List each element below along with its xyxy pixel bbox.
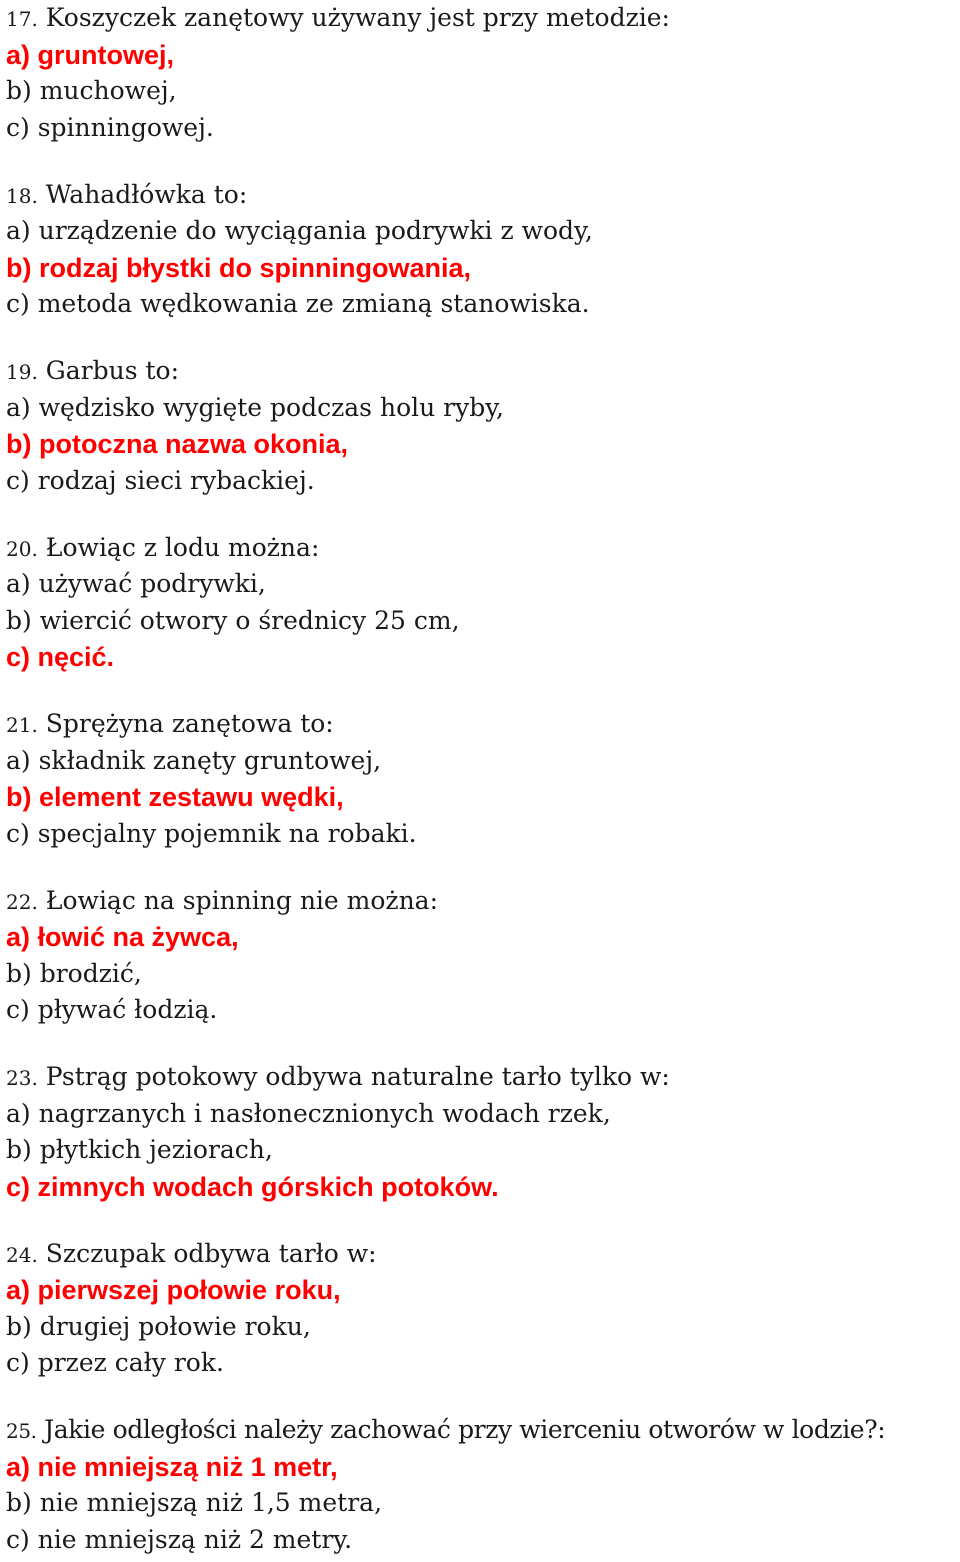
option-a: a) składnik zanęty gruntowej, <box>6 745 382 775</box>
question-number: 24. <box>6 1242 38 1267</box>
option-a-correct: a) pierwszej połowie roku, <box>6 1275 341 1305</box>
option-c: c) spinningowej. <box>6 112 214 142</box>
option-a: a) używać podrywki, <box>6 569 266 598</box>
question-line <box>6 883 956 920</box>
option-c: c) specjalny pojemnik na robaki. <box>6 818 417 848</box>
question-line <box>6 177 956 214</box>
question-number: 22. <box>6 889 38 914</box>
option-c-correct: c) nęcić. <box>6 642 115 672</box>
option-b: b) nie mniejszą niż 1,5 metra, <box>6 1488 383 1517</box>
question-line <box>6 1059 956 1096</box>
question-line <box>6 1236 956 1273</box>
question-text: Jakie odległości należy zachować przy wierceniu otworów w lodzie?: <box>44 1415 886 1444</box>
question-line <box>6 706 956 743</box>
option-a-correct: a) łowić na żywca, <box>6 922 239 952</box>
question-number: 23. <box>6 1066 38 1090</box>
option-b: b) wiercić otwory o średnicy 25 cm, <box>6 605 460 635</box>
question-number: 25. <box>6 1419 37 1443</box>
question-number: 21. <box>6 713 38 737</box>
question-21 <box>6 706 956 852</box>
question-18 <box>6 177 956 323</box>
question-20 <box>6 530 956 676</box>
question-text: Garbus to: <box>45 356 179 385</box>
question-text: Łowiąc na spinning nie można: <box>45 885 439 915</box>
option-c: c) metoda wędkowania ze zmianą stanowiska. <box>6 289 590 318</box>
option-b-correct: b) element zestawu wędki, <box>6 782 344 812</box>
question-25 <box>6 1412 956 1558</box>
option-a: a) urządzenie do wyciągania podrywki z wody, <box>6 216 593 245</box>
question-number: 18. <box>6 183 38 208</box>
option-c-correct: c) zimnych wodach górskich potoków. <box>6 1171 499 1202</box>
question-number: 20. <box>6 536 38 561</box>
option-c: c) rodzaj sieci rybackiej. <box>6 465 315 495</box>
question-line <box>6 0 956 37</box>
option-a-correct: a) nie mniejszą niż 1 metr, <box>6 1451 338 1482</box>
option-a-correct: a) gruntowej, <box>6 39 174 70</box>
option-a: a) nagrzanych i nasłonecznionych wodach rzek, <box>6 1098 611 1128</box>
question-19 <box>6 353 956 499</box>
option-c: c) nie mniejszą niż 2 metry. <box>6 1524 353 1554</box>
question-22 <box>6 883 956 1029</box>
option-a: a) wędzisko wygięte podczas holu ryby, <box>6 392 504 422</box>
question-number: 17. <box>6 7 38 31</box>
option-c: c) pływać łodzią. <box>6 995 218 1024</box>
option-b: b) muchowej, <box>6 76 177 105</box>
option-b-correct: b) potoczna nazwa okonia, <box>6 429 349 459</box>
option-b: b) drugiej połowie roku, <box>6 1311 311 1341</box>
question-text: Pstrąg potokowy odbywa naturalne tarło tylko w: <box>45 1062 670 1091</box>
question-line <box>6 530 956 567</box>
option-b-correct: b) rodzaj błystki do spinningowania, <box>6 252 472 283</box>
question-number: 19. <box>6 360 38 384</box>
option-b: b) brodzić, <box>6 958 142 988</box>
question-text: Szczupak odbywa tarło w: <box>45 1238 377 1268</box>
option-b: b) płytkich jeziorach, <box>6 1135 273 1164</box>
option-c: c) przez cały rok. <box>6 1348 224 1377</box>
question-text: Wahadłówka to: <box>45 179 248 209</box>
question-line <box>6 1412 956 1449</box>
quiz-document <box>6 0 956 1558</box>
question-text: Sprężyna zanętowa to: <box>45 709 334 738</box>
question-line <box>6 353 956 390</box>
question-text: Łowiąc z lodu można: <box>45 532 320 562</box>
question-23 <box>6 1059 956 1205</box>
question-17 <box>6 0 956 146</box>
question-text: Koszyczek zanętowy używany jest przy metodzie: <box>45 3 670 32</box>
question-24 <box>6 1236 956 1382</box>
